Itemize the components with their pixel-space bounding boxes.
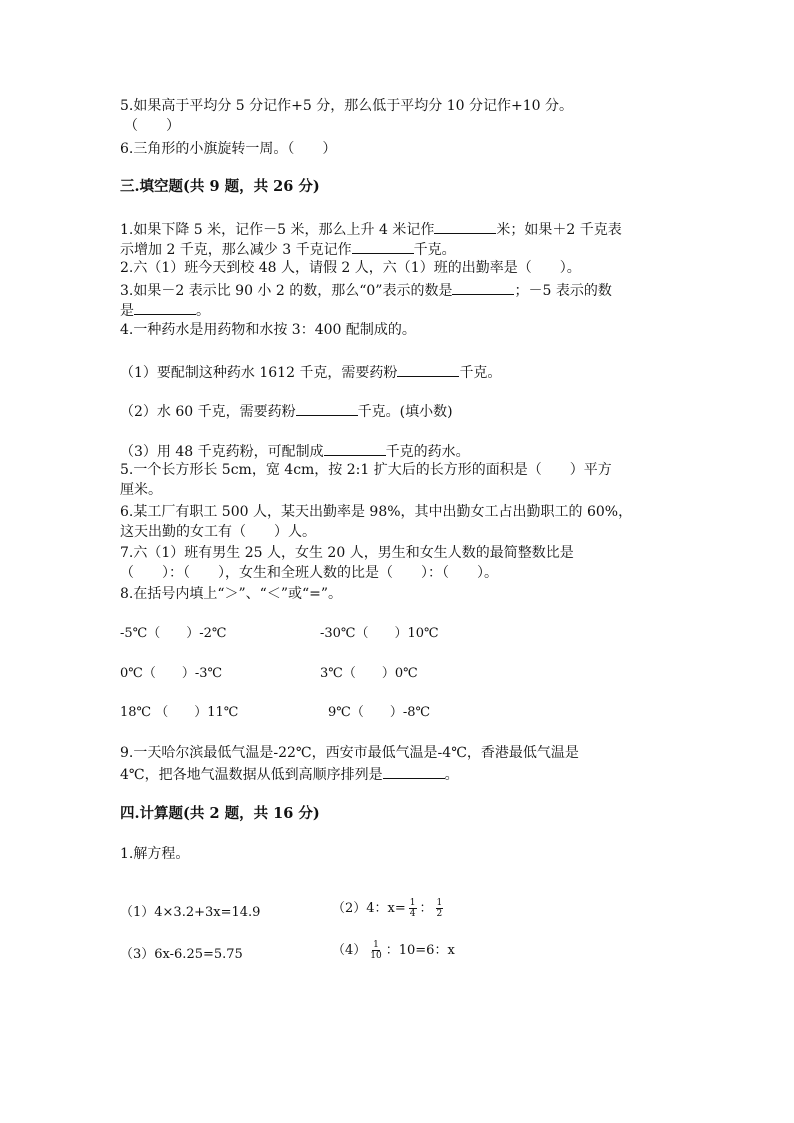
blank[interactable] bbox=[383, 764, 445, 779]
fill-q4-3: （3）用 48 千克药粉，可配制成 千克的药水。 bbox=[120, 441, 470, 461]
fill-q3-line1: 3.如果－2 表示比 90 小 2 的数，那么“0”表示的数是 ；－5 表示的数 bbox=[120, 280, 612, 300]
compare-item: 0℃（ ）-3℃ bbox=[120, 666, 223, 681]
fill-q7-line1: 7.六（1）班有男生 25 人，女生 20 人，男生和女生人数的最简整数比是 bbox=[120, 545, 574, 561]
compare-item: 3℃（ ）0℃ bbox=[320, 666, 418, 681]
fill-q3-line2: 是 。 bbox=[120, 300, 210, 320]
fraction: $\frac{1}{4}$ bbox=[409, 898, 416, 919]
fill-q5-line2: 厘米。 bbox=[120, 482, 162, 498]
fill-q4-2: （2）水 60 千克，需要药粉 千克。(填小数) bbox=[120, 401, 453, 421]
fill-q7-line2: （ ）：（ ），女生和全班人数的比是（ ）：（ ）。 bbox=[120, 565, 498, 581]
fill-q1-line1: 1.如果下降 5 米，记作－5 米，那么上升 4 米记作 米；如果＋2 千克表 bbox=[120, 219, 622, 239]
section-heading-fill: 三.填空题(共 9 题，共 26 分) bbox=[120, 178, 320, 195]
equation-1: （1）4×3.2+3x=14.9 bbox=[120, 905, 261, 920]
fill-q1-line2: 示增加 2 千克，那么减少 3 千克记作 千克。 bbox=[120, 239, 456, 259]
compare-item: -5℃（ ）-2℃ bbox=[120, 626, 227, 641]
fill-q9-line1: 9.一天哈尔滨最低气温是-22℃，西安市最低气温是-4℃，香港最低气温是 bbox=[120, 745, 579, 761]
compare-item: -30℃（ ）10℃ bbox=[320, 626, 439, 641]
compare-item: 9℃（ ）-8℃ bbox=[328, 705, 431, 720]
blank[interactable] bbox=[452, 280, 514, 295]
calc-q1: 1.解方程。 bbox=[120, 846, 190, 862]
fill-q4-1: （1）要配制这种药水 1612 千克，需要药粉 千克。 bbox=[120, 362, 501, 382]
fraction: $\frac{1}{2}$ bbox=[436, 898, 443, 919]
blank[interactable] bbox=[352, 239, 414, 254]
equation-2: （2）4：x= $\frac{1}{4}$ ： $\frac{1}{2}$ bbox=[332, 898, 443, 919]
fill-q2: 2.六（1）班今天到校 48 人，请假 2 人，六（1）班的出勤率是（ ）。 bbox=[120, 260, 581, 276]
judge-q6: 6.三角形的小旗旋转一周。（ ） bbox=[120, 141, 337, 157]
judge-q5: 5.如果高于平均分 5 分记作+5 分，那么低于平均分 10 分记作+10 分。 bbox=[120, 98, 573, 114]
blank[interactable] bbox=[296, 401, 358, 416]
blank[interactable] bbox=[134, 300, 196, 315]
judge-q5-answer[interactable]: （ ） bbox=[124, 118, 180, 134]
fill-q8: 8.在括号内填上“＞”、“＜”或“=”。 bbox=[120, 586, 343, 602]
blank[interactable] bbox=[434, 219, 496, 234]
fill-q9-line2: 4℃，把各地气温数据从低到高顺序排列是 。 bbox=[120, 764, 459, 784]
fill-q6-line1: 6.某工厂有职工 500 人，某天出勤率是 98%，其中出勤女工占出勤职工的 60%， bbox=[120, 504, 633, 520]
blank[interactable] bbox=[397, 362, 459, 377]
fill-q6-line2: 这天出勤的女工有（ ）人。 bbox=[120, 524, 316, 540]
fill-q5-line1: 5.一个长方形长 5cm，宽 4cm，按 2:1 扩大后的长方形的面积是（ ）平方 bbox=[120, 462, 612, 478]
section-heading-calc: 四.计算题(共 2 题，共 16 分) bbox=[120, 805, 320, 822]
blank[interactable] bbox=[324, 441, 386, 456]
compare-item: 18℃ （ ）11℃ bbox=[120, 705, 239, 720]
equation-3: （3）6x-6.25=5.75 bbox=[120, 947, 243, 962]
equation-4: （4） $\frac{1}{10}$ ：10=6：x bbox=[332, 940, 455, 961]
fraction: $\frac{1}{10}$ bbox=[370, 940, 382, 961]
fill-q4: 4.一种药水是用药物和水按 3：400 配制成的。 bbox=[120, 322, 416, 338]
